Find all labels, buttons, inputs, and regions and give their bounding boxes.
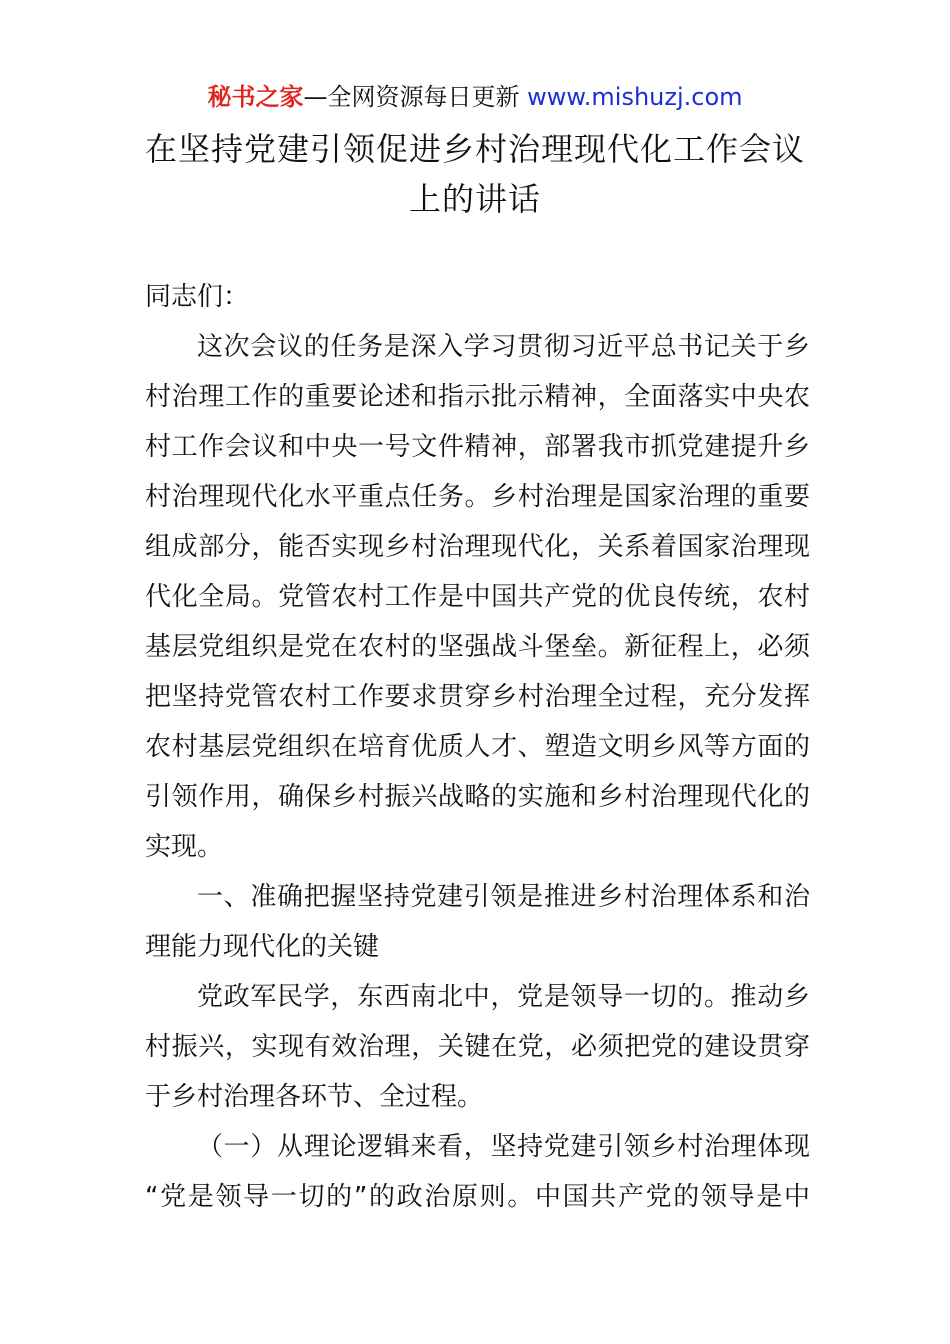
subsection-heading-line: （一）从理论逻辑来看，坚持党建引领乡村治理体现: [197, 1132, 810, 1162]
paragraph-line: 村工作会议和中央一号文件精神，部署我市抓党建提升乡: [145, 432, 810, 462]
title-line-1: 在坚持党建引领促进乡村治理现代化工作会议: [144, 130, 805, 168]
document-body: [145, 272, 810, 1222]
site-url-link[interactable]: www.mishuzj.com: [527, 83, 743, 111]
paragraph-line: 于乡村治理各环节、全过程。: [145, 1082, 484, 1112]
section-heading-line: 理能力现代化的关键: [145, 932, 380, 962]
paragraph-line: 村治理现代化水平重点任务。乡村治理是国家治理的重要: [145, 482, 810, 512]
document-title: [140, 124, 810, 224]
title-line-2: 上的讲话: [408, 180, 541, 218]
site-header: [0, 82, 950, 112]
paragraph-line: 代化全局。党管农村工作是中国共产党的优良传统，农村: [145, 582, 810, 612]
salutation: 同志们：: [145, 282, 250, 312]
paragraph-line: 党政军民学，东西南北中，党是领导一切的。推动乡: [197, 982, 810, 1012]
paragraph-line: 引领作用，确保乡村振兴战略的实施和乡村治理现代化的: [145, 782, 810, 812]
paragraph-line: 组成部分，能否实现乡村治理现代化，关系着国家治理现: [145, 532, 810, 562]
paragraph-line: “党是领导一切的”的政治原则。中国共产党的领导是中: [145, 1182, 810, 1212]
site-name: 秘书之家: [207, 83, 304, 111]
paragraph-line: 农村基层党组织在培育优质人才、塑造文明乡风等方面的: [145, 732, 810, 762]
paragraph-line: 这次会议的任务是深入学习贯彻习近平总书记关于乡: [197, 332, 810, 362]
paragraph-line: 村治理工作的重要论述和指示批示精神，全面落实中央农: [145, 382, 810, 412]
paragraph-line: 实现。: [145, 832, 224, 862]
paragraph-line: 村振兴，实现有效治理，关键在党，必须把党的建设贯穿: [145, 1032, 810, 1062]
site-tagline: —全网资源每日更新: [303, 83, 520, 111]
paragraph-line: 基层党组织是党在农村的坚强战斗堡垒。新征程上，必须: [145, 632, 810, 662]
paragraph-line: 把坚持党管农村工作要求贯穿乡村治理全过程，充分发挥: [145, 682, 810, 712]
section-heading-line: 一、准确把握坚持党建引领是推进乡村治理体系和治: [197, 882, 810, 912]
